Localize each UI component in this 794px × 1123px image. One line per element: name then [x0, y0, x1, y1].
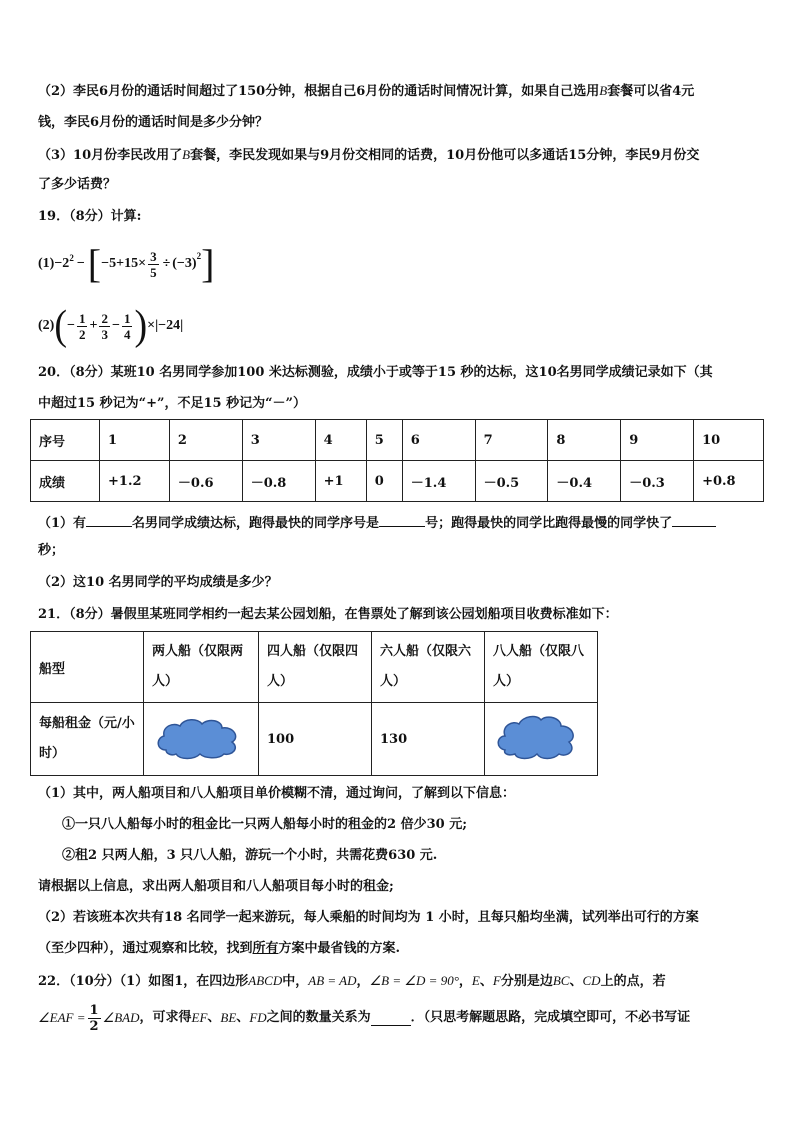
var: ∠B = ∠D = 90°: [369, 973, 459, 988]
table-cell: －0.6: [169, 461, 242, 502]
operator: −: [111, 318, 120, 333]
term: −5+15×: [101, 256, 147, 271]
denominator: 3: [101, 326, 108, 342]
fraction: [77, 311, 88, 342]
table-cell: －0.3: [621, 461, 694, 502]
left-paren: (: [54, 302, 67, 350]
denominator: 4: [123, 326, 131, 342]
text: 四人船（仅限四: [267, 644, 359, 659]
text: 、: [479, 974, 493, 989]
label: (2): [38, 318, 55, 333]
table-cell: 7: [475, 420, 548, 461]
q21-ask: 请根据以上信息，求出两人船项目和八人船项目每小时的租金;: [38, 879, 394, 894]
text: 、: [207, 1010, 221, 1025]
table-cell: 0: [366, 461, 402, 502]
table-row: [31, 461, 764, 502]
text: 、: [236, 1010, 250, 1025]
numerator: 1: [123, 310, 131, 326]
text: 六人船（仅限六: [380, 644, 472, 659]
text: 人）: [493, 674, 520, 689]
q18-part2-line1: [38, 82, 694, 101]
operator: −: [66, 318, 75, 333]
q21-sub1: （1）其中，两人船项目和八人船项目单价模糊不清，通过询问，了解到以下信息：: [38, 786, 516, 801]
text: ，: [356, 974, 370, 989]
numerator: 3: [150, 248, 157, 264]
boat-4-header: [259, 632, 372, 703]
table-cell: +1.2: [100, 461, 170, 502]
operator: −: [76, 256, 85, 271]
text: 套餐，李民发现如果与9月份交相同的话费，10月份他可以多通话15分钟，李民9月份交: [190, 148, 700, 163]
var: ∠EAF =: [38, 1010, 86, 1025]
q20-sub1-line1: [38, 512, 716, 533]
table-cell: 2: [169, 420, 242, 461]
cloud-icon: [152, 714, 244, 760]
exponent: 2: [69, 253, 74, 263]
text: 套餐可以省4元: [607, 84, 695, 99]
table-row: [31, 420, 764, 461]
q21-sub2-line2: [38, 940, 400, 958]
table-cell: －0.4: [548, 461, 621, 502]
text: 人）: [380, 674, 407, 689]
q19-header: 19．（8分）计算:: [38, 209, 142, 224]
table-cell: 1: [100, 420, 170, 461]
price-cell: 130: [372, 703, 485, 776]
text: 号；跑得最快的同学比跑得最慢的同学快了: [425, 516, 673, 531]
text: 人）: [267, 674, 294, 689]
text: 之间的数量关系为: [266, 1010, 371, 1025]
numerator: 2: [101, 310, 108, 326]
right-bracket: ]: [201, 241, 215, 286]
var: AB = AD: [308, 973, 357, 988]
text: （3）10月份李民改用了: [38, 148, 183, 163]
table-cell: 3: [242, 420, 315, 461]
text: 两人船（仅限两: [152, 644, 244, 659]
q21-price-table: [30, 631, 598, 776]
var: F: [492, 973, 501, 988]
fraction: [148, 249, 159, 280]
right-paren: ): [134, 302, 148, 350]
q22-line1: [38, 972, 666, 991]
table-cell: 6: [402, 420, 475, 461]
text: （1）有: [38, 516, 87, 531]
q19-expression-1: [38, 243, 214, 285]
text: 上的点，若: [600, 974, 666, 989]
operator: +: [89, 318, 98, 333]
term: −2: [54, 256, 70, 271]
text: 每船租金（元/小: [39, 716, 135, 731]
table-cell: 9: [621, 420, 694, 461]
var-b: B: [599, 83, 608, 98]
table-cell: +0.8: [694, 461, 764, 502]
denominator: 2: [89, 1018, 99, 1034]
underlined-text: 所有: [252, 941, 279, 956]
fraction: [88, 1003, 101, 1034]
operator: ÷: [162, 256, 171, 271]
table-cell: －0.8: [242, 461, 315, 502]
blurred-price-cell: [144, 703, 259, 776]
q18-part3-line1: [38, 146, 699, 165]
q20-sub1-line2: 秒；: [38, 543, 65, 558]
q20-line1: 20．（8分）某班10 名男同学参加100 米达标测验，成绩小于或等于15 秒的达标，这10名男同学成绩记录如下（其: [38, 365, 713, 380]
boat-2-header: [144, 632, 259, 703]
text: （2）李民6月份的通话时间超过了150分钟，根据自己6月份的通话时间情况计算，如果自己选用: [38, 84, 600, 99]
price-cell: 100: [259, 703, 372, 776]
text: ．（只思考解题思路，完成填空即可，不必书写证: [410, 1010, 691, 1025]
text: （至少四种），通过观察和比较，找到: [38, 941, 253, 956]
answer-blank[interactable]: [379, 512, 425, 527]
text: 、: [569, 974, 583, 989]
table-header-cell: 船型: [31, 632, 144, 703]
var: EF: [191, 1010, 208, 1025]
boat-6-header: [372, 632, 485, 703]
q20-line2: 中超过15 秒记为“+”，不足15 秒记为“－”）: [38, 396, 307, 411]
var: BC: [552, 973, 570, 988]
var: ∠BAD: [102, 1010, 140, 1025]
q18-part3-line2: 了多少话费？: [38, 177, 117, 192]
numerator: 1: [78, 310, 86, 326]
table-cell: －1.4: [402, 461, 475, 502]
denominator: 2: [78, 326, 86, 342]
text: 分别是边: [500, 974, 553, 989]
numerator: 1: [89, 1002, 99, 1018]
answer-blank[interactable]: [371, 1011, 411, 1026]
table-header-cell: 成绩: [31, 461, 100, 502]
boat-8-header: [485, 632, 598, 703]
q21-info1: ①一只八人船每小时的租金比一只两人船每小时的租金的2 倍少30 元;: [62, 817, 467, 832]
q21-info2: ②租2 只两人船，3 只八人船，游玩一个小时，共需花费630 元.: [62, 848, 438, 863]
q21-sub2-line1: （2）若该班本次共有18 名同学一起来游玩，每人乘船的时间均为 1 小时，且每只船均坐满，试列举出可行的方案: [38, 910, 699, 925]
term: (−3): [172, 256, 197, 271]
exponent: 2: [196, 251, 202, 261]
table-row: [31, 703, 598, 776]
left-bracket: [: [87, 241, 102, 286]
table-row: [31, 632, 598, 703]
answer-blank[interactable]: [672, 512, 716, 527]
table-header-cell: 序号: [31, 420, 100, 461]
var-b: B: [182, 147, 191, 162]
blurred-price-cell: [485, 703, 598, 776]
table-cell: 4: [315, 420, 366, 461]
text: 人）: [152, 674, 179, 689]
var: BE: [220, 1010, 237, 1025]
text: 八人船（仅限八: [493, 644, 585, 659]
text: 名男同学成绩达标，跑得最快的同学序号是: [132, 516, 380, 531]
table-cell: +1: [315, 461, 366, 502]
q19-expression-2: [38, 302, 184, 350]
q22-line2: [38, 998, 690, 1038]
var: ABCD: [248, 973, 283, 988]
q20-sub2: （2）这10 名男同学的平均成绩是多少？: [38, 575, 278, 590]
q18-part2-line2: 钱，李民6月份的通话时间是多少分钟？: [38, 115, 269, 130]
text: 中，: [282, 974, 309, 989]
text: 方案中最省钱的方案.: [278, 941, 401, 956]
rent-label-cell: [31, 703, 144, 776]
fraction: [122, 311, 133, 342]
text: ，可求得: [139, 1010, 192, 1025]
text: 22．（10分）（1）如图1，在四边形: [38, 974, 249, 989]
cloud-icon: [493, 712, 579, 762]
answer-blank[interactable]: [86, 512, 132, 527]
text: ，: [458, 974, 472, 989]
table-cell: 10: [694, 420, 764, 461]
q21-line1: 21．（8分）暑假里某班同学相约一起去某公园划船，在售票处了解到该公园划船项目收费标准如下：: [38, 607, 618, 622]
denominator: 5: [150, 264, 157, 280]
var: E: [471, 973, 480, 988]
table-cell: 5: [366, 420, 402, 461]
var: FD: [249, 1010, 267, 1025]
table-cell: －0.5: [475, 461, 548, 502]
table-cell: 8: [548, 420, 621, 461]
var: CD: [582, 973, 601, 988]
label: (1): [38, 256, 55, 271]
term: ×|−24|: [147, 318, 184, 333]
q20-score-table: [30, 419, 764, 502]
text: 时）: [39, 746, 66, 761]
fraction: [99, 311, 110, 342]
